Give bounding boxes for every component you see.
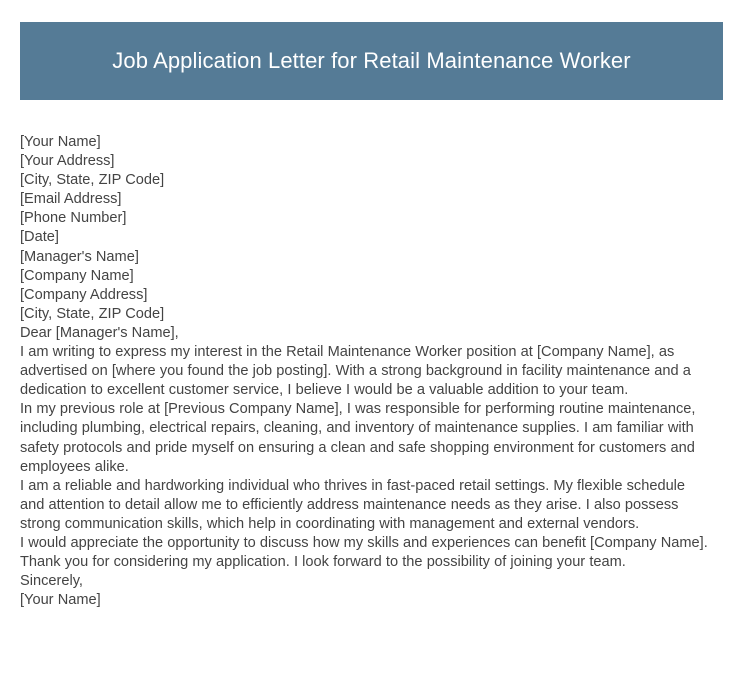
signature-line: [Your Name] — [20, 592, 101, 609]
body-paragraph-1: I am writing to express my interest in the Retail Maintenance Worker position at [Company Name], as advertised on [where you found the job posting]. With a strong background in facility maintenance and a dedication to excellent customer service, I believe I would be a valuable addition to your team. — [20, 344, 691, 399]
body-paragraph-2: In my previous role at [Previous Company Name], I was responsible for performing routine maintenance, including plumbing, electrical repairs, cleaning, and inventory of maintenance supplies. I am familiar with safety protocols and pride myself on ensuring a clean and safe shopping environment for customers and employees alike. — [20, 401, 696, 475]
recipient-city-state-zip-line: [City, State, ZIP Code] — [20, 305, 165, 322]
recipient-company-address-line: [Company Address] — [20, 286, 148, 303]
sender-name-line: [Your Name] — [20, 134, 101, 150]
document-header-banner — [20, 22, 723, 100]
page-title: Job Application Letter for Retail Maintenance Worker — [112, 48, 631, 73]
recipient-company-name-line: [Company Name] — [20, 267, 134, 284]
sender-address-line: [Your Address] — [20, 153, 115, 170]
sender-email-line: [Email Address] — [20, 191, 122, 208]
body-paragraph-3: I am a reliable and hardworking individual who thrives in fast-paced retail settings. My flexible schedule and attention to detail allow me to efficiently address maintenance needs as they arise. I also possess strong communication skills, which help in coordinating with management and external vendors. — [20, 477, 686, 532]
date-line: [Date] — [20, 229, 59, 246]
sender-phone-line: [Phone Number] — [20, 210, 127, 227]
salutation-line: Dear [Manager's Name], — [20, 324, 179, 341]
closing-line: Sincerely, — [20, 573, 83, 590]
letter-content — [20, 133, 715, 610]
sender-city-state-zip-line: [City, State, ZIP Code] — [20, 172, 165, 189]
body-paragraph-4: I would appreciate the opportunity to discuss how my skills and experiences can benefit [Company Name]. Thank you for considering my application. I look forward to the possibility of joining your team. — [20, 534, 708, 571]
recipient-manager-name-line: [Manager's Name] — [20, 248, 139, 265]
